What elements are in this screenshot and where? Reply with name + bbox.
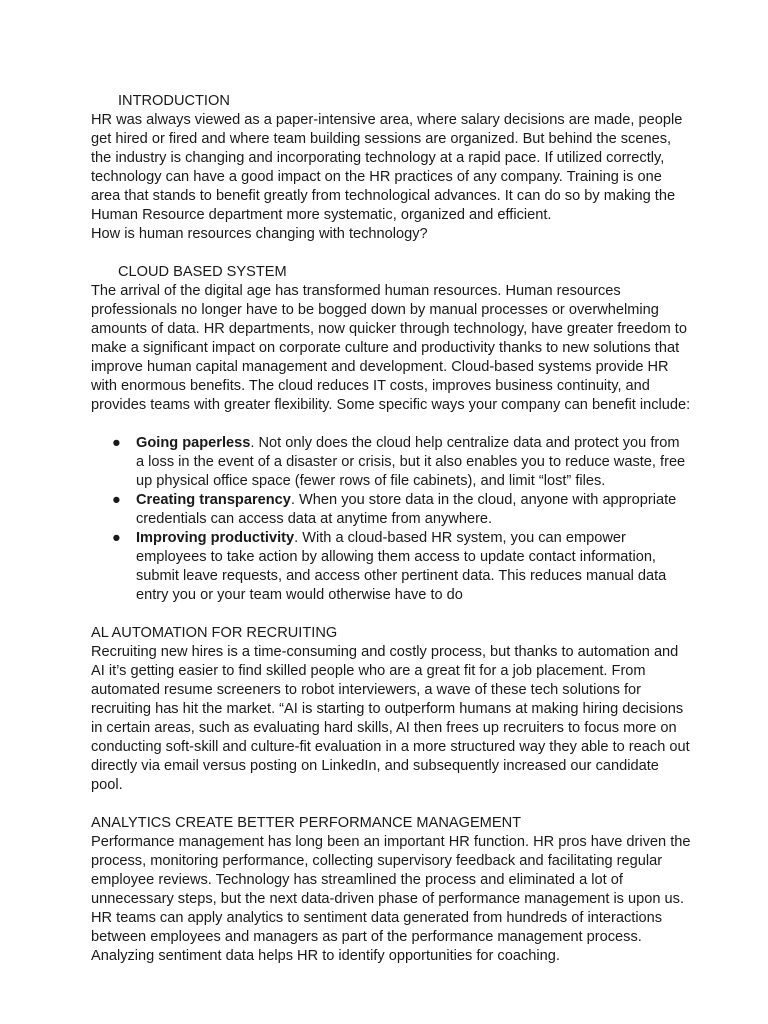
bullet-text: . When you store data in the cloud, anyone with appropriate credentials can access data at anytime from anywhere.	[136, 492, 677, 527]
section-introduction	[91, 92, 691, 244]
section-analytics	[91, 814, 691, 966]
cloud-benefits-list	[91, 434, 691, 605]
list-item	[91, 434, 691, 491]
list-item	[91, 529, 691, 605]
section-automation	[91, 624, 691, 795]
automation-paragraph: Recruiting new hires is a time-consuming and costly process, but thanks to automation and AI it’s getting easier to find skilled people who are a great fit for a job placement. From automated resume screeners to robot interviewers, a wave of these tech solutions for recruiting has hit the market. “AI is starting to outperform humans at making hiring decisions in certain areas, such as evaluating hard skills, AI then frees up recruiters to focus more on conducting soft-skill and culture-fit evaluation in a more structured way they able to reach out directly via email versus posting on LinkedIn, and subsequently increased our candidate pool.	[91, 644, 690, 793]
bullet-lead: Creating transparency	[136, 492, 291, 508]
analytics-paragraph-2: HR teams can apply analytics to sentiment data generated from hundreds of interactions between employees and managers as part of the performance management process. Analyzing sentiment data helps HR to identify opportunities for coaching.	[91, 910, 663, 964]
cloud-paragraph: The arrival of the digital age has transformed human resources. Human resources professionals no longer have to be bogged down by manual processes or overwhelming amounts of data. HR departments, now quicker through technology, have greater freedom to make a significant impact on corporate culture and productivity thanks to new solutions that improve human capital management and development. Cloud-based systems provide HR with enormous benefits. The cloud reduces IT costs, improves business continuity, and provides teams with greater flexibility. Some specific ways your company can benefit include:	[91, 283, 691, 413]
heading-introduction: INTRODUCTION	[118, 93, 230, 109]
bullet-icon: ●	[112, 530, 121, 546]
bullet-text: . With a cloud-based HR system, you can empower employees to take action by allowing them access to update contact information, submit leave requests, and access other pertinent data. This reduces manual data entry you or your team would otherwise have to do	[136, 530, 667, 603]
section-cloud	[91, 263, 691, 605]
spacer	[91, 244, 691, 263]
bullet-text: . Not only does the cloud help centralize data and protect you from a loss in the event of a disaster or crisis, but it also enables you to reduce waste, free up physical office space (fewer rows of file cabinets), and limit “lost” files.	[136, 435, 686, 489]
intro-paragraph: HR was always viewed as a paper-intensive area, where salary decisions are made, people get hired or fired and where team building sessions are organized. But behind the scenes, the industry is changing and incorporating technology at a rapid pace. If utilized correctly, technology can have a good impact on the HR practices of any company. Training is one area that stands to benefit greatly from technological advances. It can do so by making the Human Resource department more systematic, organized and efficient.	[91, 112, 683, 223]
spacer	[91, 795, 691, 814]
bullet-lead: Going paperless	[136, 435, 251, 451]
intro-question: How is human resources changing with technology?	[91, 226, 428, 242]
list-item	[91, 491, 691, 529]
bullet-lead: Improving productivity	[136, 530, 295, 546]
heading-cloud: CLOUD BASED SYSTEM	[118, 264, 287, 280]
document-body	[91, 92, 691, 966]
bullet-icon: ●	[112, 435, 121, 451]
heading-analytics: ANALYTICS CREATE BETTER PERFORMANCE MANAGEMENT	[91, 815, 522, 831]
spacer	[91, 415, 691, 434]
analytics-paragraph-1: Performance management has long been an important HR function. HR pros have driven the process, monitoring performance, collecting supervisory feedback and facilitating regular employee reviews. Technology has streamlined the process and eliminated a lot of unnecessary steps, but the next data-driven phase of performance management is upon us.	[91, 834, 691, 907]
bullet-icon: ●	[112, 492, 121, 508]
heading-automation: AL AUTOMATION FOR RECRUITING	[91, 625, 338, 641]
spacer	[91, 605, 691, 624]
